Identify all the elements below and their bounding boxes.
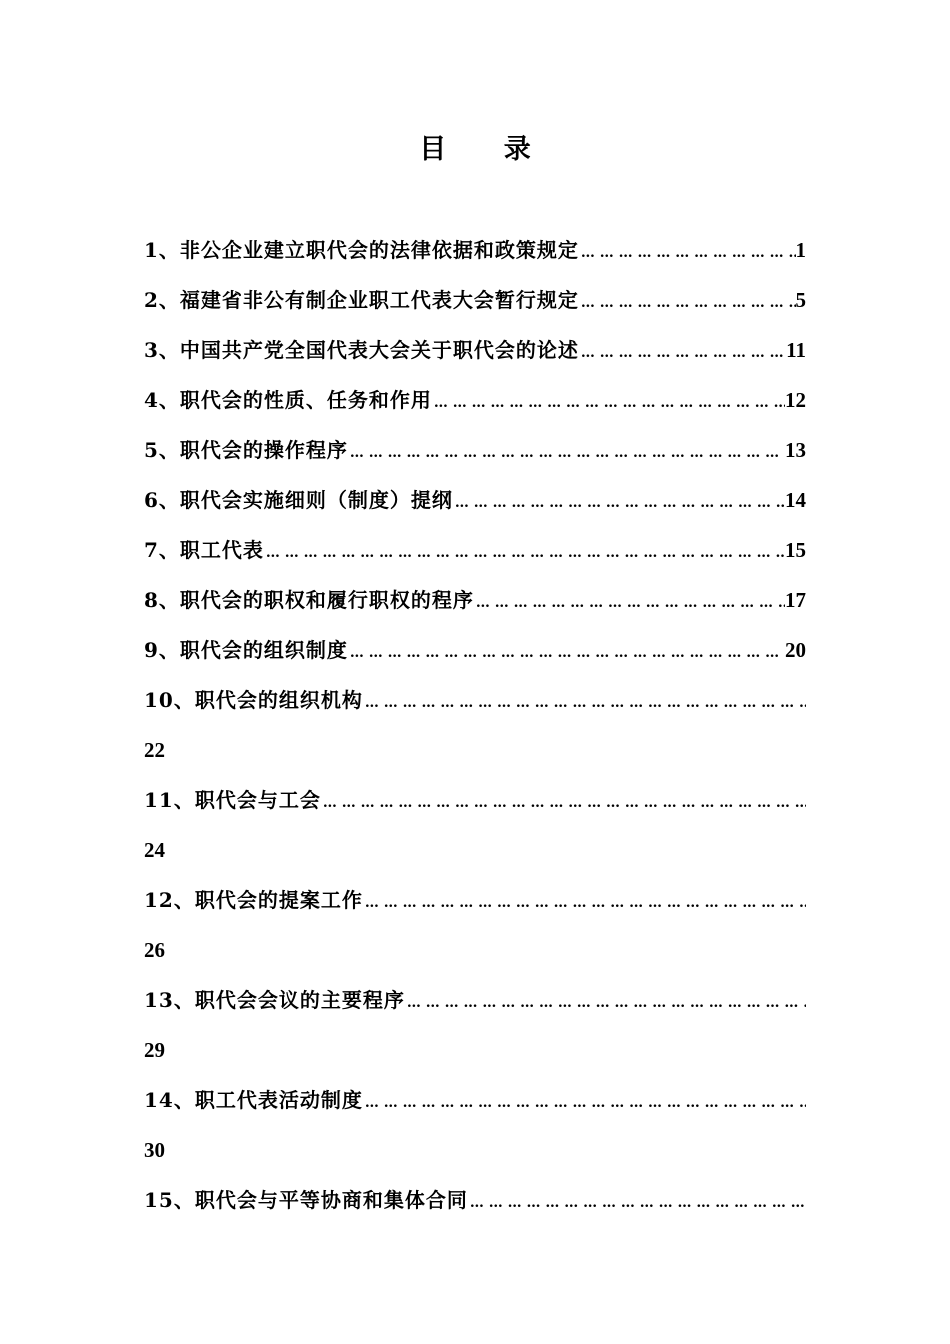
toc-entry[interactable] xyxy=(144,975,806,1025)
toc-page-number: 26 xyxy=(144,938,165,962)
toc-page-number: 12 xyxy=(785,388,806,412)
toc-entry-title: 8、职代会的职权和履行职权的程序 xyxy=(144,588,474,612)
toc-entry[interactable] xyxy=(144,325,806,375)
toc-dot-leader xyxy=(365,878,806,925)
toc-dot-leader xyxy=(365,1078,806,1125)
toc-entry[interactable] xyxy=(144,375,806,425)
toc-page-number: 5 xyxy=(795,288,806,312)
toc-dot-leader xyxy=(581,228,796,275)
toc-entry[interactable] xyxy=(144,1175,806,1225)
toc-entry[interactable] xyxy=(144,775,806,825)
toc-page-number: 11 xyxy=(786,338,806,362)
toc-entry-title: 4、职代会的性质、任务和作用 xyxy=(144,388,432,412)
toc-entry[interactable] xyxy=(144,425,806,475)
toc-entry-title: 10、职代会的组织机构 xyxy=(144,688,363,712)
toc-entry-title: 11、职代会与工会 xyxy=(144,788,321,812)
toc-entry[interactable] xyxy=(144,625,806,675)
toc-page-number: 20 xyxy=(785,638,806,662)
toc-entry-title: 3、中国共产党全国代表大会关于职代会的论述 xyxy=(144,338,579,362)
toc-entry-title: 1、非公企业建立职代会的法律依据和政策规定 xyxy=(144,238,579,262)
toc-page-number: 22 xyxy=(144,738,165,762)
toc-dot-leader xyxy=(470,1178,806,1225)
toc-entry[interactable] xyxy=(144,525,806,575)
toc-dot-leader xyxy=(455,478,785,525)
page-title: 目 录 xyxy=(419,134,555,165)
toc-dot-leader xyxy=(365,678,806,725)
toc-dot-leader xyxy=(350,628,785,675)
toc-page-number: 30 xyxy=(144,1138,165,1162)
toc-dot-leader xyxy=(476,578,785,625)
toc-page-number: 17 xyxy=(785,588,806,612)
toc-entry[interactable] xyxy=(144,475,806,525)
toc-entry-title: 6、职代会实施细则（制度）提纲 xyxy=(144,488,453,512)
toc-entry-title: 13、职代会会议的主要程序 xyxy=(144,988,405,1012)
toc-page-number: 1 xyxy=(795,238,806,262)
toc-entry[interactable] xyxy=(144,575,806,625)
toc-entry-title: 12、职代会的提案工作 xyxy=(144,888,363,912)
toc-dot-leader xyxy=(581,328,786,375)
toc-entry[interactable] xyxy=(144,275,806,325)
toc-page-number: 29 xyxy=(144,1038,165,1062)
toc-entry[interactable] xyxy=(144,225,806,275)
toc-page-number: 15 xyxy=(785,538,806,562)
toc-dot-leader xyxy=(350,428,785,475)
toc-entry-title: 9、职代会的组织制度 xyxy=(144,638,348,662)
toc-page-number: 14 xyxy=(785,488,806,512)
toc-entry-title: 2、福建省非公有制企业职工代表大会暂行规定 xyxy=(144,288,579,312)
toc-entry-title: 5、职代会的操作程序 xyxy=(144,438,348,462)
toc-entry-title: 14、职工代表活动制度 xyxy=(144,1088,363,1112)
toc-dot-leader xyxy=(323,778,806,825)
toc-entry-title: 7、职工代表 xyxy=(144,538,264,562)
toc-dot-leader xyxy=(266,528,785,575)
table-of-contents xyxy=(144,225,806,1225)
toc-entry-title: 15、职代会与平等协商和集体合同 xyxy=(144,1188,468,1212)
toc-dot-leader xyxy=(434,378,785,425)
toc-entry[interactable] xyxy=(144,675,806,725)
toc-dot-leader xyxy=(581,278,796,325)
toc-page-number: 24 xyxy=(144,838,165,862)
toc-page-number: 13 xyxy=(785,438,806,462)
toc-entry[interactable] xyxy=(144,875,806,925)
toc-dot-leader xyxy=(407,978,806,1025)
toc-entry[interactable] xyxy=(144,1075,806,1125)
